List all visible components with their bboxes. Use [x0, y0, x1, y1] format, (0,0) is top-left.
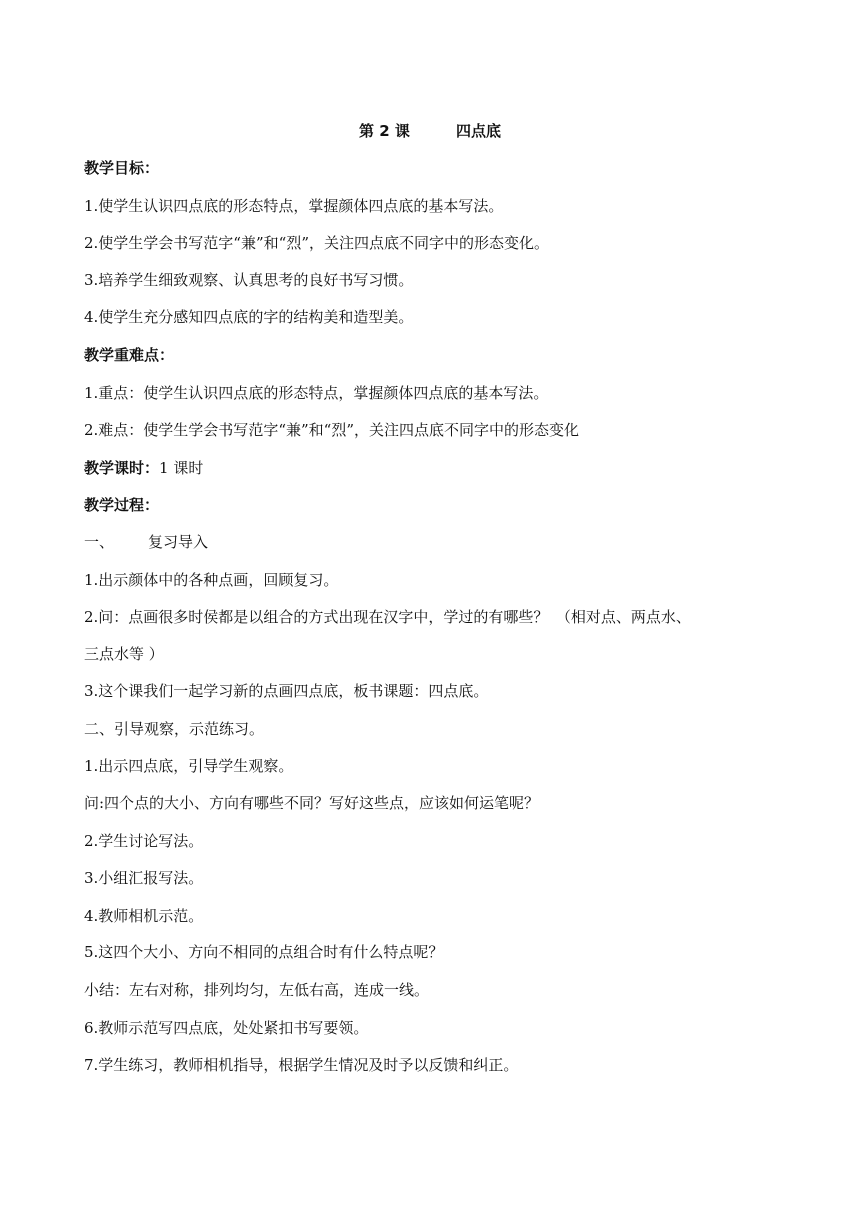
section1-item: 三点水等 ） [84, 645, 164, 663]
objective-item: 2.使学生学会书写范字“兼”和“烈”，关注四点底不同字中的形态变化。 [84, 234, 549, 252]
section2-item: 5.这四个大小、方向不相同的点组合时有什么特点呢？ [84, 943, 444, 961]
lesson-title [0, 121, 860, 141]
section1-title: 复习导入 [148, 533, 209, 551]
section2-item: 问:四个点的大小、方向有哪些不同？写好这些点，应该如何运笔呢？ [84, 794, 540, 812]
hours-label: 教学课时： [84, 459, 160, 477]
lesson-number: 第 2 课 [359, 122, 410, 140]
section2-item: 1.出示四点底，引导学生观察。 [84, 757, 294, 775]
objectives-heading: 教学目标： [84, 159, 160, 177]
hours-value: 1 课时 [159, 459, 204, 477]
objective-item: 4.使学生充分感知四点底的字的结构美和造型美。 [84, 308, 414, 326]
key-points-heading: 教学重难点： [84, 346, 175, 364]
section1-item: 1.出示颜体中的各种点画，回顾复习。 [84, 571, 339, 589]
key-point-item: 1.重点：使学生认识四点底的形态特点，掌握颜体四点底的基本写法。 [84, 384, 549, 402]
key-point-item: 2.难点：使学生学会书写范字“兼”和“烈”，关注四点底不同字中的形态变化 [84, 421, 579, 439]
lesson-topic: 四点底 [455, 122, 501, 140]
section2-item: 小结：左右对称，排列均匀，左低右高，连成一线。 [84, 981, 430, 999]
process-heading: 教学过程： [84, 496, 160, 514]
objective-item: 3.培养学生细致观察、认真思考的良好书写习惯。 [84, 271, 414, 289]
section1-item: 2.问：点画很多时侯都是以组合的方式出现在汉字中，学过的有哪些？ （相对点、两点水、 [84, 608, 691, 626]
section2-item: 4.教师相机示范。 [84, 907, 204, 925]
section1-number: 一、 [84, 533, 115, 551]
objective-item: 1.使学生认识四点底的形态特点，掌握颜体四点底的基本写法。 [84, 197, 504, 215]
section2-item: 2.学生讨论写法。 [84, 832, 204, 850]
hours-line [84, 458, 203, 478]
section2-item: 3.小组汇报写法。 [84, 869, 204, 887]
section2-heading: 二、引导观察，示范练习。 [84, 720, 265, 738]
section2-item: 7.学生练习，教师相机指导，根据学生情况及时予以反馈和纠正。 [84, 1056, 519, 1074]
section1-item: 3.这个课我们一起学习新的点画四点底，板书课题：四点底。 [84, 682, 489, 700]
section1-heading [84, 532, 208, 552]
section2-item: 6.教师示范写四点底，处处紧扣书写要领。 [84, 1019, 369, 1037]
